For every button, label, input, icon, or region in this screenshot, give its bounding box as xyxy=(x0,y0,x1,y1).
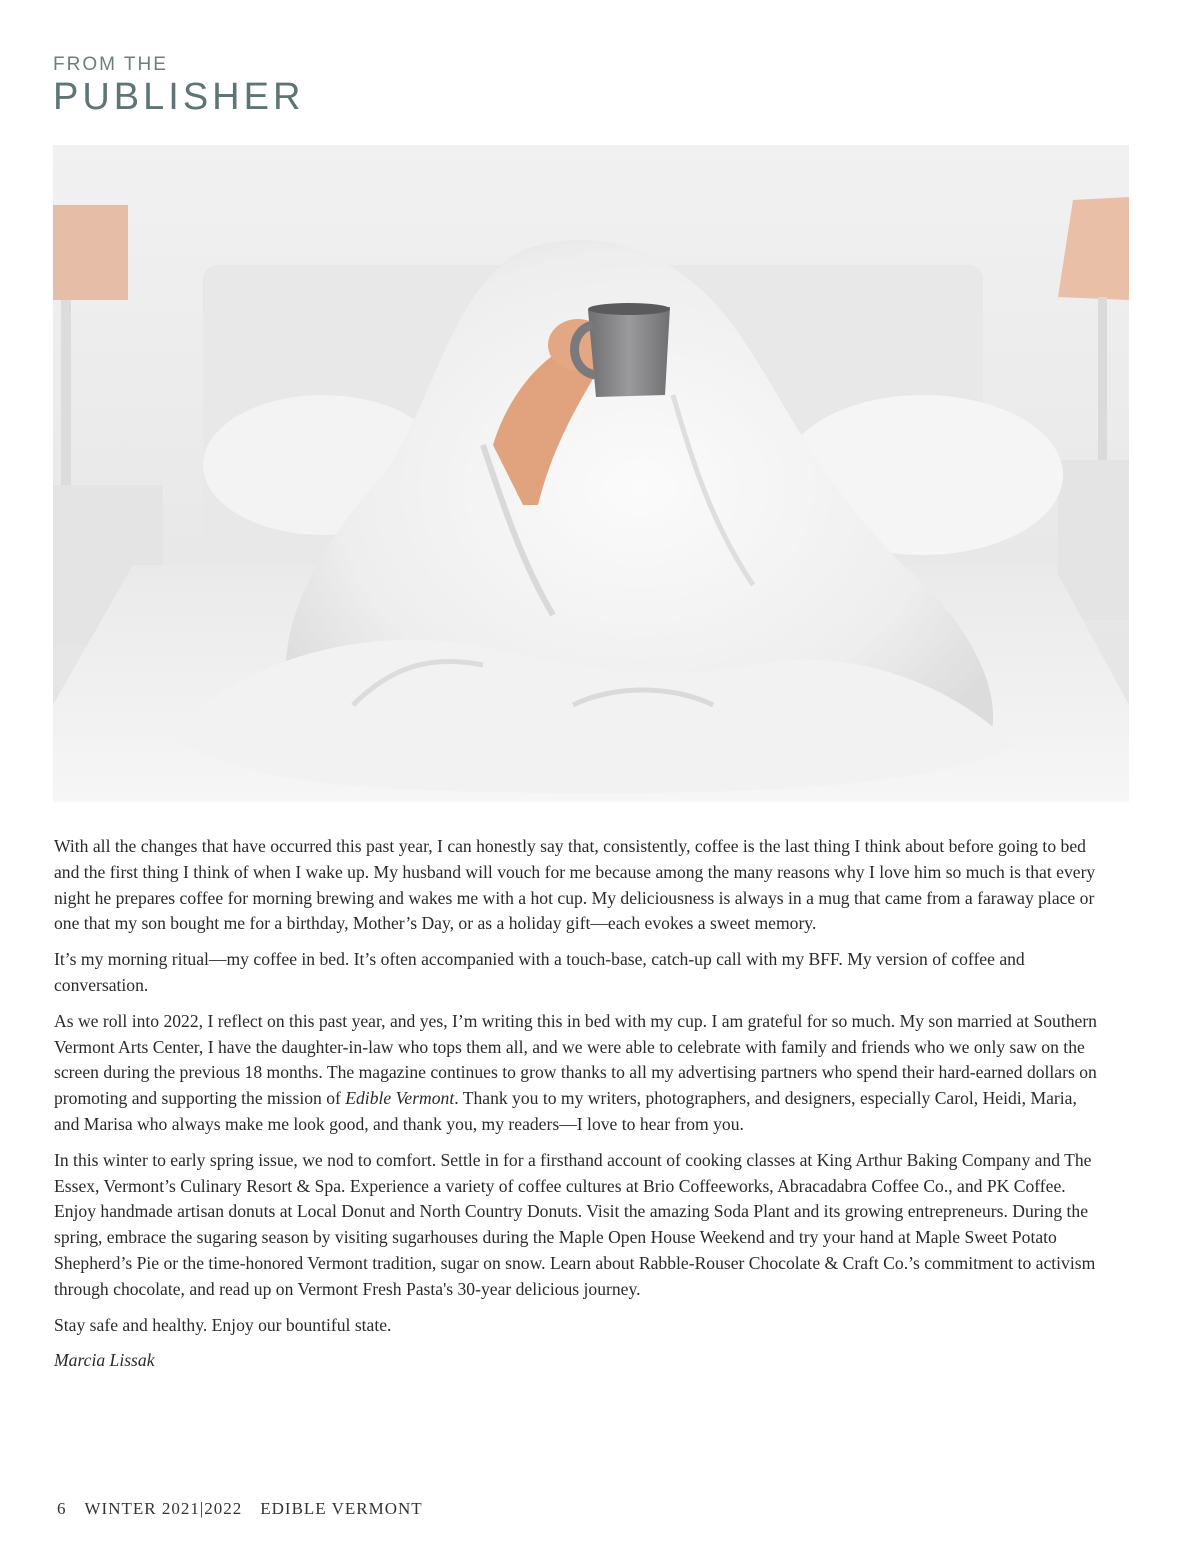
photo-woman-under-duvet-with-mug-icon xyxy=(53,145,1129,802)
paragraph: In this winter to early spring issue, we nod to comfort. Settle in for a firsthand account of cooking classes at King Arthur Baking Company and The Essex, Vermont’s Culinary Resort & Spa. Experience a variety of coffee cultures at Brio Coffeeworks, Abracadabra Coffee Co., and PK Coffee. Enjoy handmade artisan donuts at Local Donut and North Country Donuts. Visit the amazing Soda Plant and its growing entrepreneurs. During the spring, embrace the sugaring season by visiting sugarhouses during the Maple Open House Weekend and try your hand at Maple Sweet Potato Shepherd’s Pie or the time-honored Vermont tradition, sugar on snow. Learn about Rabble-Rouser Chocolate & Craft Co.’s commitment to activism through chocolate, and read up on Vermont Fresh Pasta's 30-year delicious journey. xyxy=(54,1149,1096,1299)
section-header xyxy=(53,54,304,118)
page-number: 6 xyxy=(57,1499,67,1518)
paragraph: It’s my morning ritual—my coffee in bed. It’s often accompanied with a touch-base, catch-up call with my BFF. My version of coffee and conversation. xyxy=(54,949,1025,995)
magazine-name: EDIBLE VERMONT xyxy=(260,1499,423,1518)
paragraph xyxy=(54,1009,1104,1138)
text-run: As we roll into 2022, I reflect on this past year, and yes, I’m writing this in bed with my cup. I am grateful for so much. My son married at Southern Vermont Arts Center, I have the daughter-in-law who tops them all, and we were able to celebrate with family and friends who we only saw on the screen during the previous 18 months. The magazine continues to grow thanks to all my advertising partners who spend their hard-earned dollars on promoting and supporting the mission of xyxy=(54,1010,1097,1109)
feature-photo xyxy=(53,145,1129,802)
issue-label: WINTER 2021|2022 xyxy=(84,1499,243,1518)
paragraph: Stay safe and healthy. Enjoy our bountiful state. xyxy=(54,1314,392,1335)
section-kicker: FROM THE xyxy=(53,54,168,75)
signature: Marcia Lissak xyxy=(54,1350,155,1371)
magazine-title-italic: Edible Vermont xyxy=(345,1088,455,1109)
text-run: . Thank you to my writers, photographers, and designers, especially Carol, Heidi, Maria, and Marisa who always make me look good, and thank you, my readers—I love to hear from you. xyxy=(54,1088,1077,1134)
page-footer xyxy=(57,1499,441,1519)
paragraph: With all the changes that have occurred this past year, I can honestly say that, consistently, coffee is the last thing I think about before going to bed and the first thing I think of when I wake up. My husband will vouch for me because among the many reasons why I love him so much is that every night he prepares coffee for morning brewing and wakes me with a hot cup. My deliciousness is always in a mug that came from a faraway place or one that my son bought me for a birthday, Mother’s Day, or as a holiday gift—each evokes a sweet memory. xyxy=(54,836,1096,934)
section-title: PUBLISHER xyxy=(53,76,305,118)
publisher-letter xyxy=(54,834,1104,1384)
